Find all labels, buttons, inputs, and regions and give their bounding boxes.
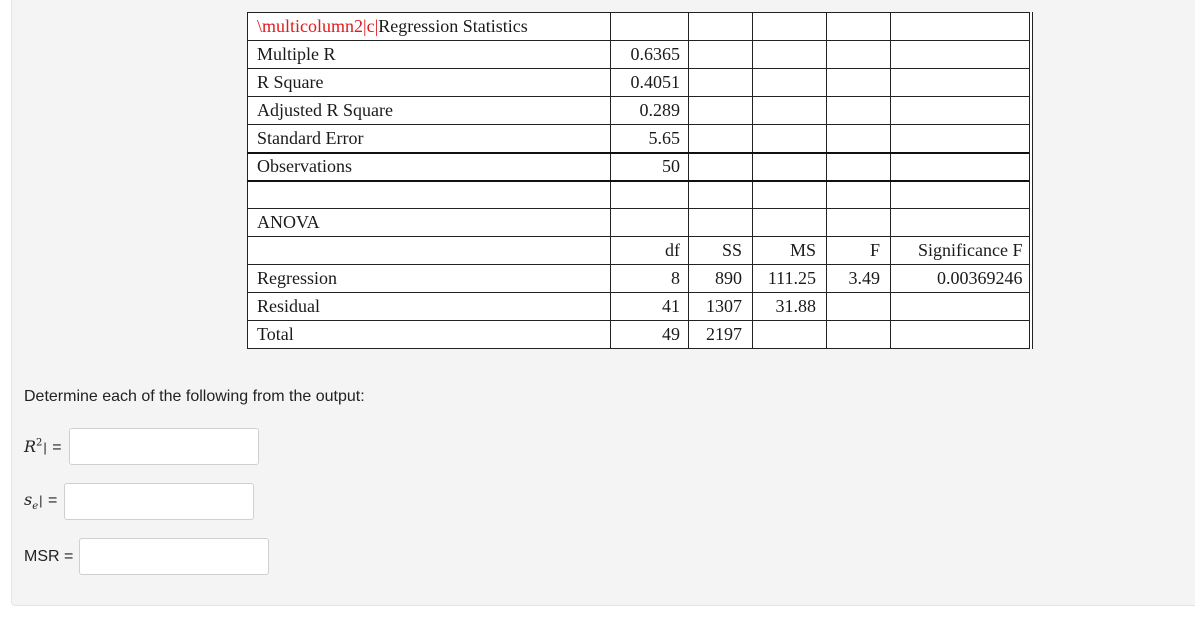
stat-value: 0.289 bbox=[611, 97, 689, 125]
anova-ms bbox=[753, 321, 827, 349]
anova-row-label: Residual bbox=[248, 293, 611, 321]
anova-significance-f bbox=[891, 293, 1031, 321]
stat-label: Standard Error bbox=[248, 125, 611, 153]
latex-multicolumn-command: \multicolumn2|c| bbox=[257, 16, 379, 36]
table-row bbox=[248, 153, 1031, 181]
table-row bbox=[248, 321, 1031, 349]
column-header-f: F bbox=[827, 237, 891, 265]
table-row bbox=[248, 69, 1031, 97]
stat-value: 0.6365 bbox=[611, 41, 689, 69]
stat-label: Adjusted R Square bbox=[248, 97, 611, 125]
anova-df: 49 bbox=[611, 321, 689, 349]
table-row bbox=[248, 97, 1031, 125]
stat-value: 0.4051 bbox=[611, 69, 689, 97]
stat-label: R Square bbox=[248, 69, 611, 97]
column-header-ms: MS bbox=[753, 237, 827, 265]
anova-f: 3.49 bbox=[827, 265, 891, 293]
anova-significance-f: 0.00369246 bbox=[891, 265, 1031, 293]
anova-df: 8 bbox=[611, 265, 689, 293]
column-header-ss: SS bbox=[689, 237, 753, 265]
anova-significance-f bbox=[891, 321, 1031, 349]
table-row bbox=[248, 293, 1031, 321]
stat-label: Observations bbox=[248, 153, 611, 181]
anova-row-label: Regression bbox=[248, 265, 611, 293]
anova-ss: 1307 bbox=[689, 293, 753, 321]
msr-label: MSR = bbox=[24, 547, 74, 565]
standard-error-label: $s_e|$ = bbox=[24, 490, 58, 513]
table-row bbox=[248, 181, 1031, 209]
anova-f bbox=[827, 321, 891, 349]
anova-ss: 2197 bbox=[689, 321, 753, 349]
anova-header-row bbox=[248, 237, 1031, 265]
stat-value: 5.65 bbox=[611, 125, 689, 153]
stat-value: 50 bbox=[611, 153, 689, 181]
anova-row-label: Total bbox=[248, 321, 611, 349]
r-squared-label: $R^2|$ = bbox=[24, 436, 62, 456]
stat-label: Multiple R bbox=[248, 41, 611, 69]
anova-title: ANOVA bbox=[248, 209, 611, 237]
r-squared-question bbox=[24, 428, 259, 465]
column-header-significance-f: Significance F bbox=[891, 237, 1031, 265]
anova-f bbox=[827, 293, 891, 321]
anova-df: 41 bbox=[611, 293, 689, 321]
regression-statistics-header bbox=[248, 13, 611, 41]
standard-error-question bbox=[24, 483, 254, 520]
msr-input[interactable] bbox=[79, 538, 269, 575]
table-row bbox=[248, 209, 1031, 237]
table-row bbox=[248, 265, 1031, 293]
instructions-text: Determine each of the following from the output: bbox=[24, 388, 365, 405]
anova-ms: 31.88 bbox=[753, 293, 827, 321]
anova-ss: 890 bbox=[689, 265, 753, 293]
table-row bbox=[248, 125, 1031, 153]
table-row bbox=[248, 13, 1031, 41]
standard-error-input[interactable] bbox=[64, 483, 254, 520]
anova-ms: 111.25 bbox=[753, 265, 827, 293]
column-header-df: df bbox=[611, 237, 689, 265]
msr-question bbox=[24, 538, 269, 575]
regression-statistics-title: Regression Statistics bbox=[378, 16, 528, 36]
r-squared-input[interactable] bbox=[69, 428, 259, 465]
regression-output-table bbox=[247, 12, 1033, 349]
table-row bbox=[248, 41, 1031, 69]
